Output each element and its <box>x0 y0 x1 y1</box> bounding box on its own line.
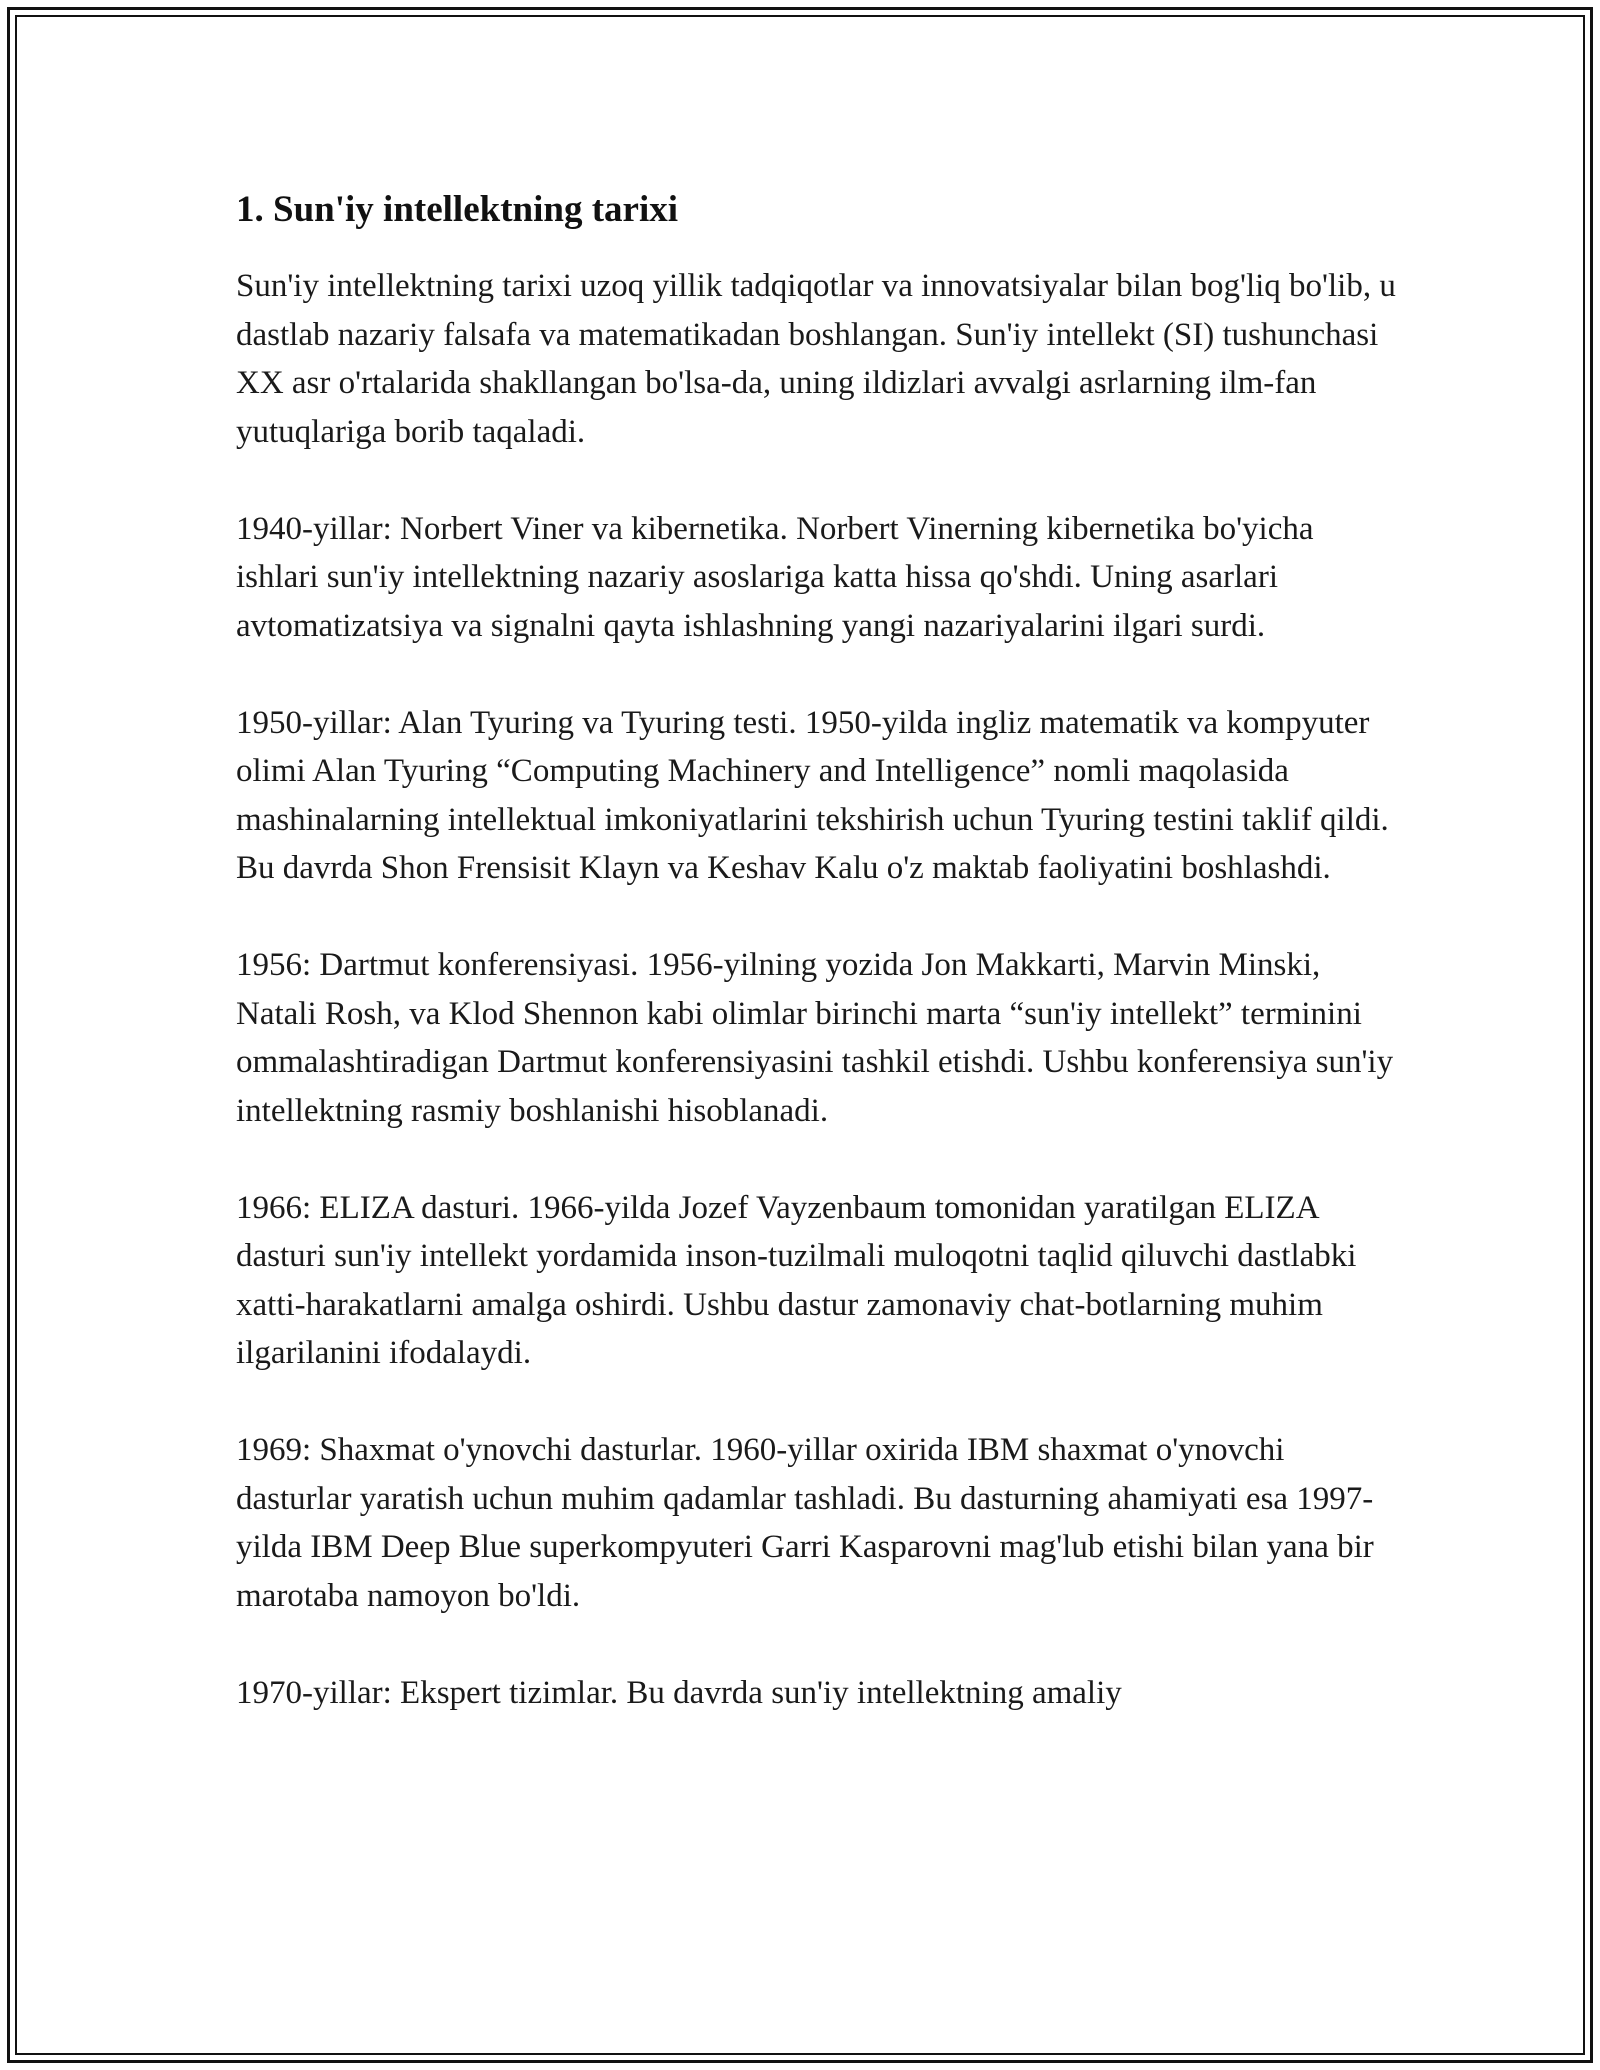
document-body <box>236 186 1396 1766</box>
intro-paragraph: Sun'iy intellektning tarixi uzoq yillik tadqiqotlar va innovatsiyalar bilan bog'liq bo'lib, u dastlab nazariy falsafa va matematikadan boshlangan. Sun'iy intellekt (SI) tushunchasi XX asr o'rtalarida shakllangan bo'lsa-da, uning ildizlari avvalgi asrlarning ilm-fan yutuqlariga borib taqaladi. <box>236 268 1396 450</box>
paragraph-1940s: 1940-yillar: Norbert Viner va kibernetika. Norbert Vinerning kibernetika bo'yicha ishlari sun'iy intellektning nazariy asoslariga katta hissa qo'shdi. Uning asarlari avtomatizatsiya va signalni qayta ishlashning yangi nazariyalarini ilgari surdi. <box>236 510 1314 644</box>
paragraph-1969: 1969: Shaxmat o'ynovchi dasturlar. 1960-yillar oxirida IBM shaxmat o'ynovchi dasturlar yaratish uchun muhim qadamlar tashladi. Bu dasturning ahamiyati esa 1997-yilda IBM Deep Blue superkompyuteri Garri Kasparovni mag'lub etishi bilan yana bir marotaba namoyon bo'ldi. <box>236 1432 1374 1614</box>
paragraph-1966: 1966: ELIZA dasturi. 1966-yilda Jozef Vayzenbaum tomonidan yaratilgan ELIZA dasturi sun'iy intellekt yordamida inson-tuzilmali muloqotni taqlid qiluvchi dastlabki xatti-harakatlarni amalga oshirdi. Ushbu dastur zamonaviy chat-botlarning muhim ilgarilanini ifodalaydi. <box>236 1189 1357 1371</box>
section-heading: 1. Sun'iy intellektning tarixi <box>236 189 679 230</box>
paragraph-1950s: 1950-yillar: Alan Tyuring va Tyuring testi. 1950-yilda ingliz matematik va kompyuter olimi Alan Tyuring “Computing Machinery and Intelligence” nomli maqolasida mashinalarning intellektual imkoniyatlarini tekshirish uchun Tyuring testini taklif qildi. Bu davrda Shon Frensisit Klayn va Keshav Kalu o'z maktab faoliyatini boshlashdi. <box>236 704 1389 886</box>
paragraph-1956: 1956: Dartmut konferensiyasi. 1956-yilning yozida Jon Makkarti, Marvin Minski, Natali Rosh, va Klod Shennon kabi olimlar birinchi marta “sun'iy intellekt” terminini ommalashtiradigan Dartmut konferensiyasini tashkil etishdi. Ushbu konferensiya sun'iy intellektning rasmiy boshlanishi hisoblanadi. <box>236 947 1394 1129</box>
paragraph-1970s: 1970-yillar: Ekspert tizimlar. Bu davrda sun'iy intellektning amaliy <box>236 1674 1122 1711</box>
